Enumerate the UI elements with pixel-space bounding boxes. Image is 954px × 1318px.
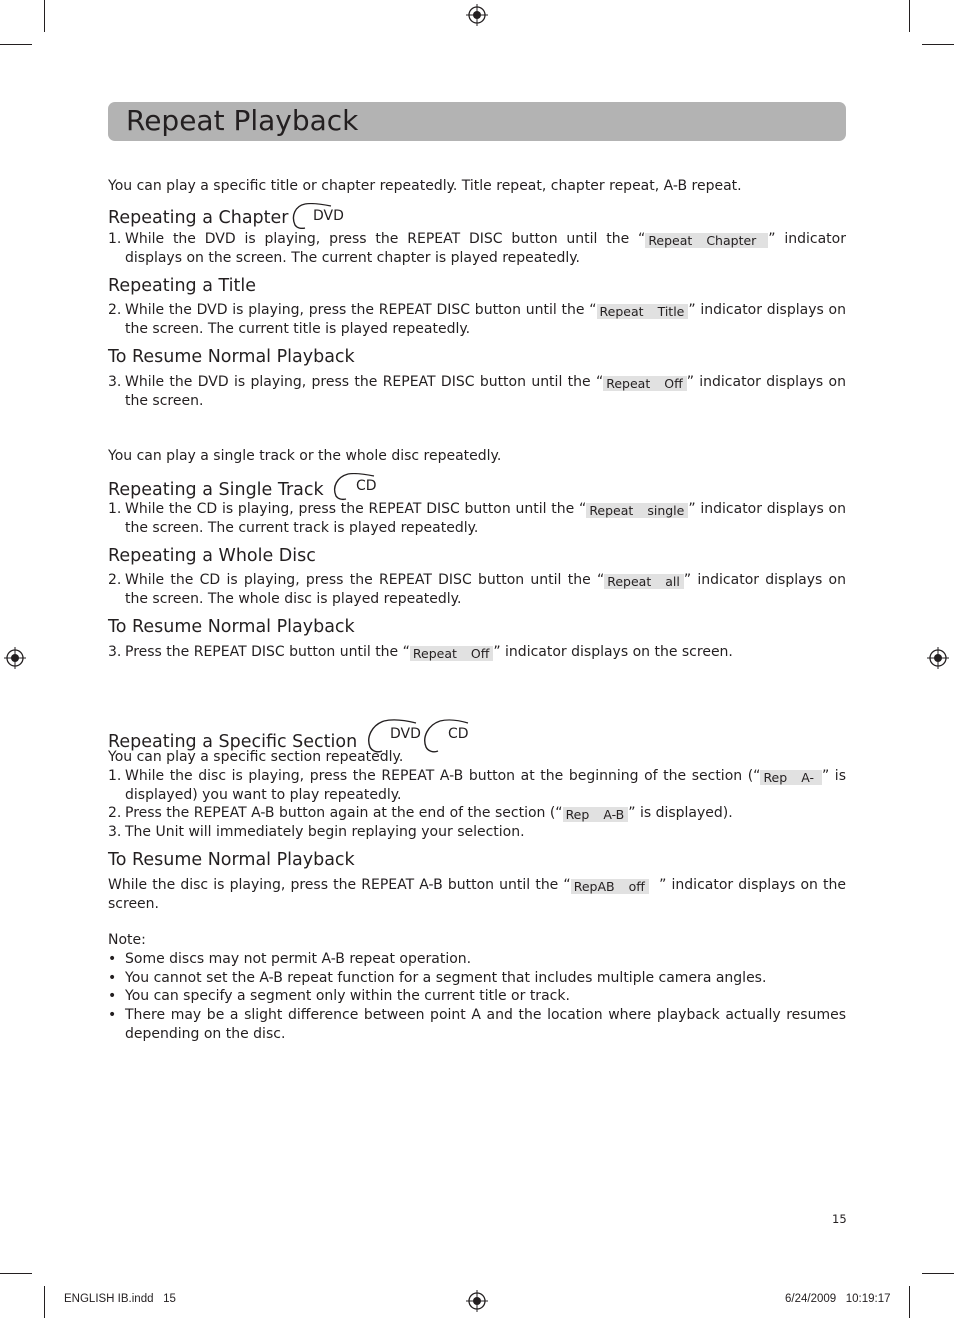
crop-mark — [909, 1286, 910, 1318]
indicator-repeat-title: Repeat Title — [597, 304, 689, 319]
indicator-repab-off: RepAB off — [571, 879, 649, 894]
registration-mark-icon — [4, 647, 26, 669]
heading-repeat-whole-disc: Repeating a Whole Disc — [108, 546, 316, 566]
heading-resume-ab: To Resume Normal Playback — [108, 850, 355, 870]
indicator-rep-a: Rep A- — [760, 770, 822, 785]
heading-repeat-single-track — [108, 473, 384, 501]
dvd-logo-icon — [291, 203, 349, 229]
indicator-repeat-off: Repeat Off — [410, 646, 493, 661]
section-intro: You can play a specific section repeatedly. — [108, 749, 404, 765]
crop-mark — [909, 0, 910, 32]
dvd-logo-text: DVD — [313, 208, 345, 224]
registration-mark-icon — [466, 4, 488, 26]
cd-logo-icon — [332, 473, 384, 501]
list-item: 3. Press the REPEAT DISC button until the “ Repeat Off ” indicator displays on the screen. — [108, 644, 733, 661]
indicator-repeat-single: Repeat single — [586, 503, 688, 518]
crop-mark — [0, 1273, 32, 1274]
heading-text: Repeating a Single Track — [108, 480, 324, 500]
dvd-intro: You can play a specific title or chapter repeatedly. Title repeat, chapter repeat, A-B repeat. — [108, 178, 742, 194]
heading-resume-cd: To Resume Normal Playback — [108, 617, 355, 637]
list-item: 2. Press the REPEAT A-B button again at the end of the section (“ Rep A-B ” is displayed). — [108, 805, 733, 822]
list-item: 3. The Unit will immediately begin replaying your selection. — [108, 824, 525, 840]
indicator-repeat-all: Repeat all — [604, 574, 684, 589]
indicator-repeat-chapter: Repeat Chapter — [645, 233, 768, 248]
list-item: 2. While the CD is playing, press the REPEAT DISC button until the “ Repeat all ” indicator displays on the screen. The whole disc is played repeatedly. — [108, 572, 846, 607]
note-item: • You cannot set the A-B repeat function for a segment that includes multiple camera angles. — [108, 970, 767, 986]
indicator-repeat-off: Repeat Off — [603, 376, 686, 391]
cd-logo-text: CD — [447, 726, 469, 742]
heading-text: Repeating a Chapter — [108, 208, 289, 228]
cd-intro: You can play a single track or the whole disc repeatedly. — [108, 448, 502, 464]
resume-ab-text: While the disc is playing, press the REPEAT A-B button until the “ RepAB off ” indicator displays on the screen. — [108, 877, 846, 912]
list-item: 1. While the disc is playing, press the REPEAT A-B button at the beginning of the section (“ Rep A- ” is displayed) you want to play repeatedly. — [108, 768, 846, 803]
crop-mark — [922, 1273, 954, 1274]
list-item: 1. While the CD is playing, press the REPEAT DISC button until the “ Repeat single ” indicator displays on the screen. The current track is played repeatedly. — [108, 501, 846, 536]
heading-repeat-title: Repeating a Title — [108, 276, 257, 296]
note-item: • Some discs may not permit A-B repeat operation. — [108, 951, 472, 967]
heading-repeat-chapter — [108, 203, 349, 229]
page-number: 15 — [832, 1212, 847, 1226]
cd-logo-text: CD — [356, 478, 377, 494]
crop-mark — [922, 44, 954, 45]
heading-text: Repeating a Specific Section — [108, 732, 358, 752]
page-title-bar — [108, 102, 846, 141]
note-item: • You can specify a segment only within the current title or track. — [108, 988, 570, 1004]
crop-mark — [44, 0, 45, 32]
list-item: 2. While the DVD is playing, press the REPEAT DISC button until the “ Repeat Title ” indicator displays on the screen. The current title is played repeatedly. — [108, 302, 846, 337]
crop-mark — [44, 1286, 45, 1318]
slug-file: ENGLISH IB.indd 15 — [64, 1293, 176, 1305]
list-item: 3. While the DVD is playing, press the REPEAT DISC button until the “ Repeat Off ” indicator displays on the screen. — [108, 374, 846, 409]
note-item: • There may be a slight difference between point A and the location where playback actually resumes depending on the disc. — [108, 1007, 846, 1042]
page-title: Repeat Playback — [126, 104, 359, 137]
crop-mark — [0, 44, 32, 45]
dvd-logo-text: DVD — [389, 726, 421, 742]
registration-mark-icon — [927, 647, 949, 669]
indicator-rep-ab: Rep A-B — [563, 807, 629, 822]
slug-date: 6/24/2009 10:19:17 — [785, 1293, 891, 1305]
list-item: 1. While the DVD is playing, press the REPEAT DISC button until the “ Repeat Chapter ” indicator displays on the screen. The current chapter is played repeatedly. — [108, 231, 846, 266]
heading-resume-dvd: To Resume Normal Playback — [108, 347, 355, 367]
note-label: Note: — [108, 932, 146, 948]
registration-mark-icon — [466, 1290, 488, 1312]
